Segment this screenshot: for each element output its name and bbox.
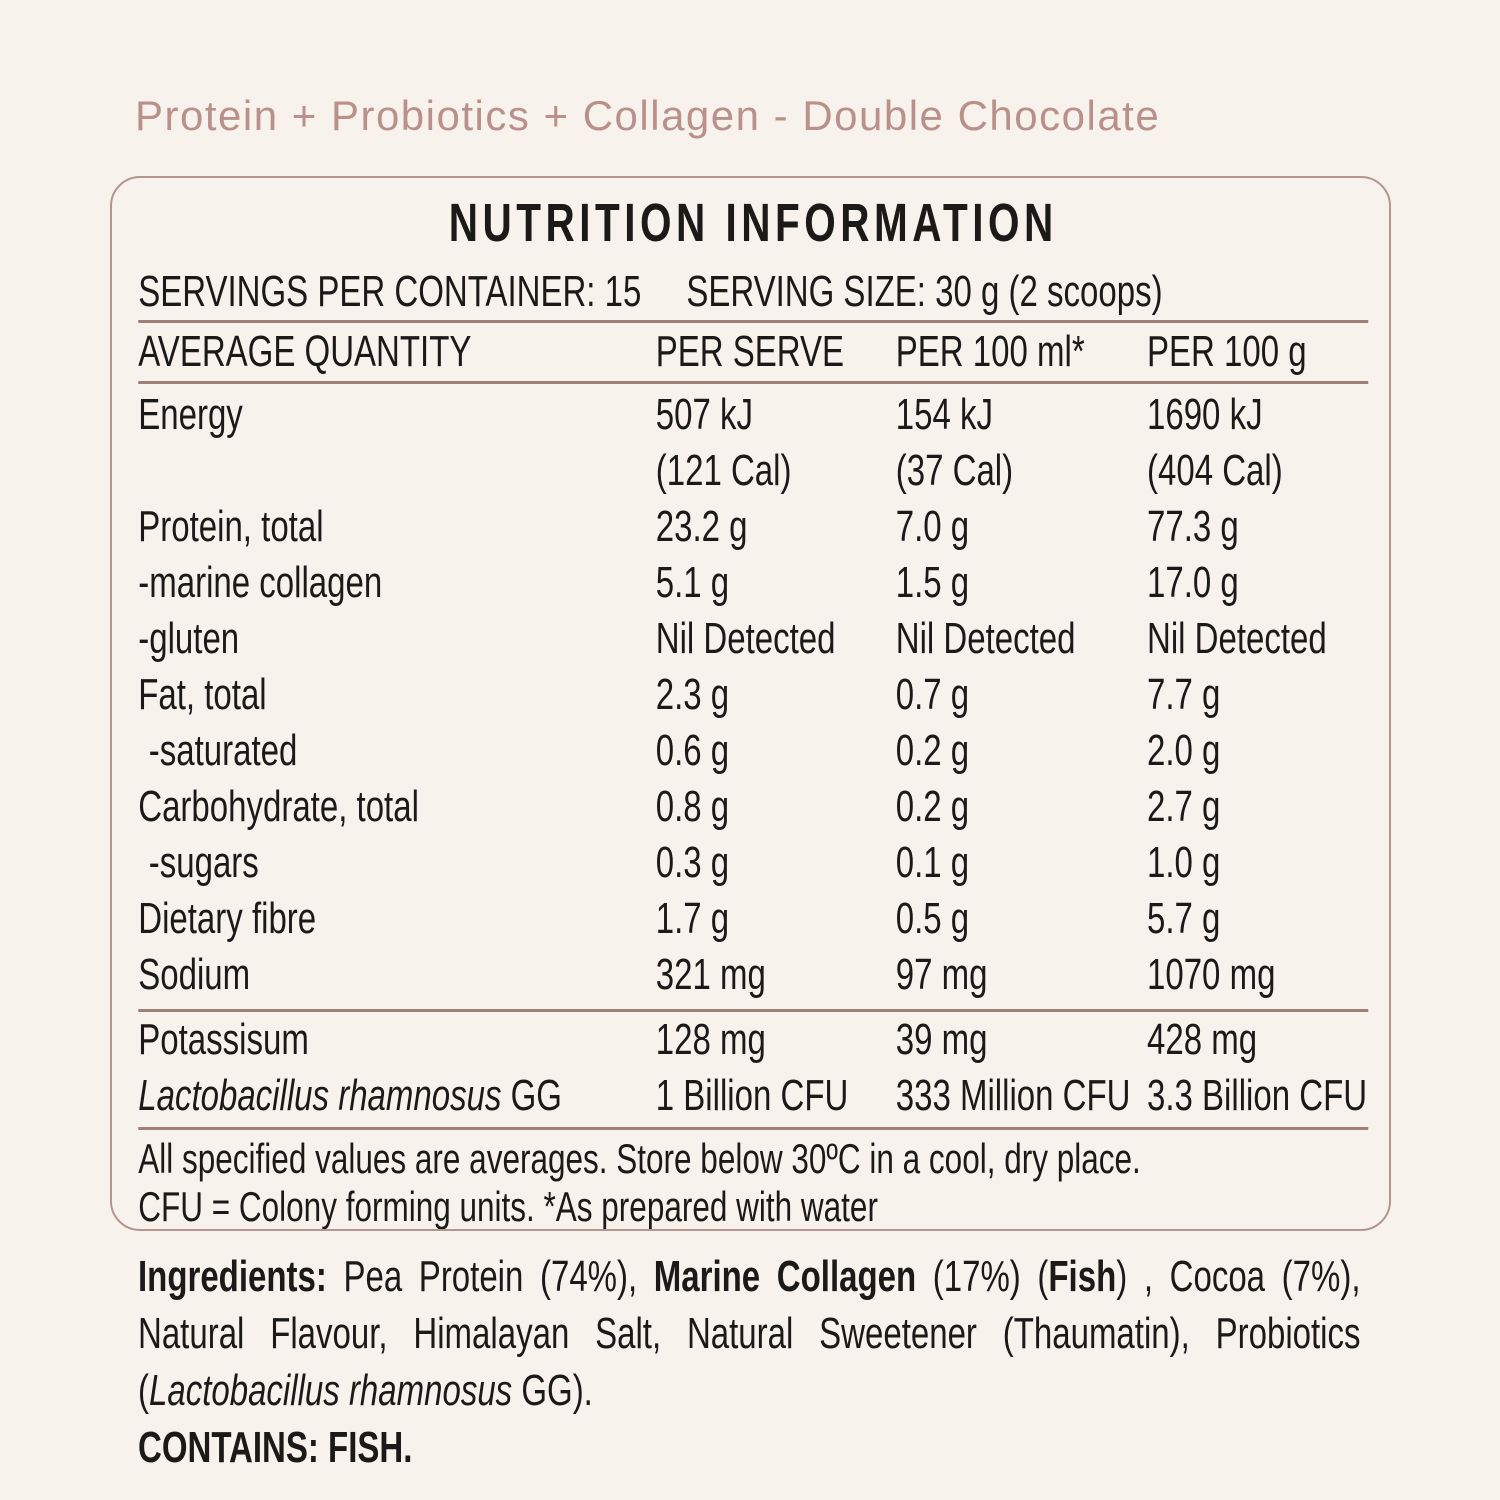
column-header-average-quantity: AVERAGE QUANTITY xyxy=(138,327,472,376)
value-per-100ml: 0.2 g xyxy=(895,782,970,831)
value-per-100g: 5.7 g xyxy=(1147,894,1221,943)
value-per-100g: 17.0 g xyxy=(1147,558,1239,607)
column-header-per-100g: PER 100 g xyxy=(1147,327,1307,376)
ingredients-section xyxy=(138,1248,1500,1476)
row-label: -sugars xyxy=(148,838,259,887)
servings-line xyxy=(138,268,1368,316)
row-label: Carbohydrate, total xyxy=(138,782,419,831)
value-per-100ml: 333 Million CFU xyxy=(895,1071,1131,1120)
value-per-100g: (404 Cal) xyxy=(1147,446,1283,495)
value-per-100ml: 0.7 g xyxy=(895,670,970,719)
value-per-100g: 3.3 Billion CFU xyxy=(1147,1071,1368,1120)
table-row-dietary-fibre xyxy=(138,891,1368,947)
ingredients-text: Pea Protein (74%), xyxy=(326,1252,654,1301)
divider-footnote xyxy=(138,1127,1368,1130)
row-label xyxy=(138,443,656,499)
row-label: -saturated xyxy=(148,726,298,775)
row-label: -marine collagen xyxy=(138,558,383,607)
value-per-100ml: 97 mg xyxy=(895,950,988,999)
product-title: Protein + Probiotics + Collagen - Double Chocolate xyxy=(135,92,1161,139)
row-label: Dietary fibre xyxy=(138,894,317,943)
row-label xyxy=(138,1068,656,1124)
value-per-100ml: 0.1 g xyxy=(895,838,970,887)
ingredients-text: (17%) ( xyxy=(916,1252,1049,1301)
table-row-marine-collagen xyxy=(138,555,1368,611)
table-row-saturated xyxy=(138,723,1368,779)
ingredients-text: GG). xyxy=(512,1366,593,1415)
value-per-100ml: 0.5 g xyxy=(895,894,970,943)
value-per-serve: 507 kJ xyxy=(655,390,753,439)
ingredients-label: Ingredients: xyxy=(138,1252,327,1301)
value-per-100g: Nil Detected xyxy=(1147,614,1327,663)
row-label: Energy xyxy=(138,390,243,439)
value-per-100g: 2.0 g xyxy=(1147,726,1221,775)
column-header-per-100ml: PER 100 ml* xyxy=(895,327,1085,376)
panel-heading: NUTRITION INFORMATION xyxy=(448,193,1058,253)
value-per-100g: 2.7 g xyxy=(1147,782,1221,831)
table-row-gluten xyxy=(138,611,1368,667)
row-label: Protein, total xyxy=(138,502,324,551)
table-body xyxy=(138,384,1368,1231)
value-per-serve: 23.2 g xyxy=(655,502,748,551)
value-per-serve: 321 mg xyxy=(655,950,766,999)
table-row-protein xyxy=(138,499,1368,555)
value-per-serve: 1.7 g xyxy=(655,894,730,943)
value-per-100g: 1.0 g xyxy=(1147,838,1221,887)
ingredients-fish: Fish xyxy=(1048,1252,1117,1301)
value-per-100g: 7.7 g xyxy=(1147,670,1221,719)
row-label: Sodium xyxy=(138,950,251,999)
table-row-sugars xyxy=(138,835,1368,891)
value-per-100ml: 154 kJ xyxy=(895,390,993,439)
footnotes xyxy=(138,1135,1368,1231)
organism-name: Lactobacillus rhamnosus xyxy=(138,1071,502,1120)
table-header-row xyxy=(138,323,1368,381)
organism-suffix: GG xyxy=(501,1071,562,1120)
ingredients-organism: Lactobacillus rhamnosus xyxy=(148,1366,513,1415)
ingredients-text: ) , Cocoa (7%), Natural Flavour, Himalayan Salt, Natural Sweetener (Thaumatin), Probiotics ( xyxy=(138,1252,1361,1415)
value-per-serve: 0.6 g xyxy=(655,726,730,775)
table-row-carbohydrate xyxy=(138,779,1368,835)
value-per-100g: 77.3 g xyxy=(1147,502,1239,551)
value-per-serve: 128 mg xyxy=(655,1015,766,1064)
value-per-100ml: (37 Cal) xyxy=(895,446,1014,495)
table-row-probiotic xyxy=(138,1068,1368,1124)
value-per-100ml: Nil Detected xyxy=(895,614,1076,663)
servings-per-container: SERVINGS PER CONTAINER: 15 xyxy=(138,267,642,316)
row-label: Potassisum xyxy=(138,1015,309,1064)
value-per-100ml: 7.0 g xyxy=(895,502,970,551)
table-row-energy-cal xyxy=(138,443,1368,499)
ingredients-marine-collagen: Marine Collagen xyxy=(653,1252,917,1301)
value-per-serve: 0.8 g xyxy=(655,782,730,831)
value-per-serve: 5.1 g xyxy=(655,558,730,607)
footnote-cfu: CFU = Colony forming units. *As prepared with water xyxy=(138,1183,878,1230)
ingredients-content xyxy=(138,1248,1361,1476)
column-header-per-serve: PER SERVE xyxy=(655,327,845,376)
ingredients-paragraph xyxy=(138,1248,1361,1419)
table-row-potassium xyxy=(138,1012,1368,1068)
table-row-fat xyxy=(138,667,1368,723)
table-row-sodium xyxy=(138,947,1368,1003)
value-per-serve: 0.3 g xyxy=(655,838,730,887)
value-per-serve: Nil Detected xyxy=(655,614,836,663)
panel-content xyxy=(112,193,1389,1231)
serving-size: SERVING SIZE: 30 g (2 scoops) xyxy=(686,267,1163,316)
value-per-serve: 1 Billion CFU xyxy=(655,1071,849,1120)
value-per-100g: 1070 mg xyxy=(1147,950,1276,999)
row-label: -gluten xyxy=(138,614,240,663)
table-row-energy xyxy=(138,387,1368,443)
value-per-100g: 1690 kJ xyxy=(1147,390,1263,439)
value-per-100ml: 1.5 g xyxy=(895,558,970,607)
value-per-100ml: 39 mg xyxy=(895,1015,988,1064)
value-per-100ml: 0.2 g xyxy=(895,726,970,775)
contains-statement: CONTAINS: FISH. xyxy=(138,1423,413,1472)
nutrition-panel xyxy=(110,176,1391,1231)
footnote-storage: All specified values are averages. Store below 30ºC in a cool, dry place. xyxy=(138,1135,1141,1182)
row-label: Fat, total xyxy=(138,670,267,719)
value-per-serve: 2.3 g xyxy=(655,670,730,719)
value-per-serve: (121 Cal) xyxy=(655,446,792,495)
value-per-100g: 428 mg xyxy=(1147,1015,1258,1064)
